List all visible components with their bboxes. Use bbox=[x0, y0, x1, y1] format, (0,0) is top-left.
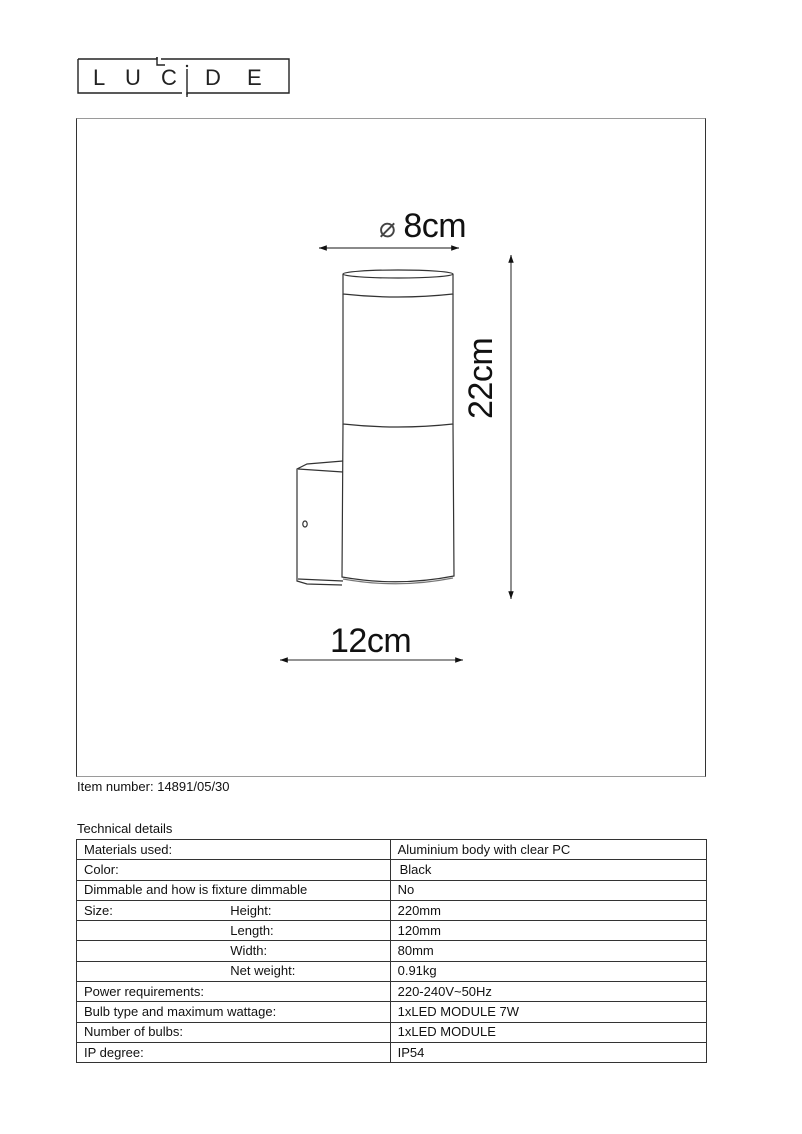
item-number: Item number: 14891/05/30 bbox=[77, 779, 230, 794]
spec-value: 220-240V~50Hz bbox=[390, 982, 706, 1002]
spec-value: 120mm bbox=[390, 921, 706, 941]
table-row bbox=[77, 1002, 707, 1022]
spec-value: 80mm bbox=[390, 941, 706, 961]
spec-label bbox=[77, 921, 231, 941]
product-drawing bbox=[76, 118, 706, 777]
spec-sublabel: Width: bbox=[230, 941, 390, 961]
table-row bbox=[77, 900, 707, 920]
spec-value: 0.91kg bbox=[390, 961, 706, 981]
brand-logo bbox=[77, 57, 289, 94]
technical-details-table bbox=[76, 839, 707, 1063]
spec-value: IP54 bbox=[390, 1042, 706, 1062]
table-row bbox=[77, 860, 707, 880]
svg-text:C: C bbox=[161, 65, 177, 90]
table-row bbox=[77, 921, 707, 941]
spec-label: Number of bulbs: bbox=[77, 1022, 391, 1042]
spec-value: 1xLED MODULE bbox=[390, 1022, 706, 1042]
spec-value: 220mm bbox=[390, 900, 706, 920]
spec-sublabel: Length: bbox=[230, 921, 390, 941]
table-row bbox=[77, 941, 707, 961]
svg-text:D: D bbox=[205, 65, 221, 90]
spec-label bbox=[77, 941, 231, 961]
spec-label: Color: bbox=[77, 860, 391, 880]
spec-label: Bulb type and maximum wattage: bbox=[77, 1002, 391, 1022]
spec-sublabel: Net weight: bbox=[230, 961, 390, 981]
table-row bbox=[77, 840, 707, 860]
spec-value: Aluminium body with clear PC bbox=[390, 840, 706, 860]
item-number-value: 14891/05/30 bbox=[157, 779, 230, 794]
svg-text:U: U bbox=[125, 65, 141, 90]
spec-value: No bbox=[390, 880, 706, 900]
table-row bbox=[77, 1042, 707, 1062]
table-row bbox=[77, 1022, 707, 1042]
table-row bbox=[77, 982, 707, 1002]
height-dimension-label: 22cm bbox=[462, 337, 500, 419]
diameter-dimension-label: ⌀ 8cm bbox=[379, 207, 467, 245]
spec-label: Size: bbox=[77, 900, 231, 920]
spec-sublabel: Height: bbox=[230, 900, 390, 920]
spec-label: IP degree: bbox=[77, 1042, 391, 1062]
table-row bbox=[77, 880, 707, 900]
spec-label bbox=[77, 961, 231, 981]
spec-value: 1xLED MODULE 7W bbox=[390, 1002, 706, 1022]
svg-text:E: E bbox=[247, 65, 262, 90]
spec-label: Materials used: bbox=[77, 840, 391, 860]
lucide-logo-icon bbox=[77, 57, 291, 97]
spec-label: Dimmable and how is fixture dimmable bbox=[77, 880, 391, 900]
length-dimension-label: 12cm bbox=[330, 622, 412, 660]
svg-text:L: L bbox=[93, 65, 106, 90]
technical-details-title: Technical details bbox=[77, 821, 173, 836]
diameter-symbol: ⌀ bbox=[379, 212, 396, 243]
spec-value: Black bbox=[390, 860, 706, 880]
spec-label: Power requirements: bbox=[77, 982, 391, 1002]
table-row bbox=[77, 961, 707, 981]
